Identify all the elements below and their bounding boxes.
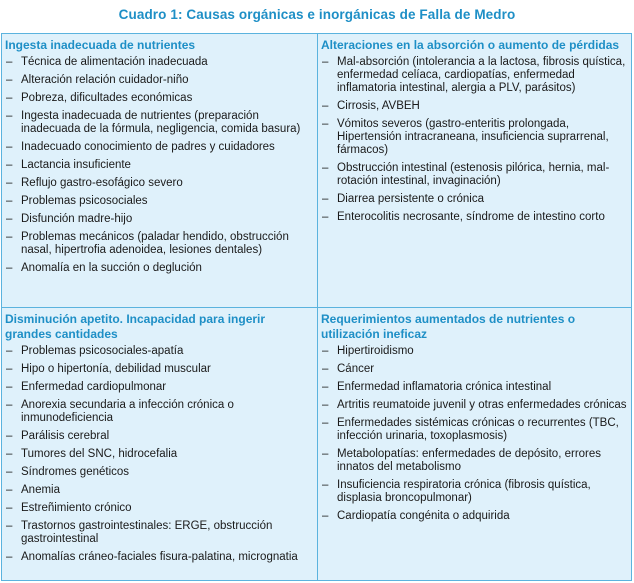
list-item: [321, 118, 627, 157]
list-item-text: Pobreza, dificultades económicas: [21, 92, 193, 104]
list-item-text: Ingesta inadecuada de nutrientes (preparación inadecuada de la fórmula, negligencia, comida basura): [21, 110, 301, 135]
cause-list: [5, 56, 313, 275]
bullet-dash: –: [6, 159, 13, 171]
bullet-dash: –: [322, 162, 329, 174]
list-item: [5, 502, 313, 515]
cell-heading: Ingesta inadecuada de nutrientes: [5, 38, 196, 52]
list-item: [5, 110, 313, 136]
list-item: [5, 399, 313, 425]
list-item: [5, 448, 313, 461]
list-item: [321, 381, 627, 394]
list-item-text: Anorexia secundaria a infección crónica o inmunodeficiencia: [21, 399, 234, 424]
bullet-dash: –: [6, 262, 13, 274]
list-item: [321, 162, 627, 188]
list-item: [5, 74, 313, 87]
list-item-text: Mal-absorción (intolerancia a la lactosa, fibrosis quística, enfermedad celíaca, cardiopatías, enfermedad inflamatoria intestinal, alergia a PLV, parásitos): [337, 56, 626, 94]
bullet-dash: –: [6, 466, 13, 478]
list-item-text: Técnica de alimentación inadecuada: [21, 56, 208, 68]
list-item: [321, 211, 627, 224]
bullet-dash: –: [6, 345, 13, 357]
list-item: [321, 193, 627, 206]
cell-heading: Alteraciones en la absorción o aumento de pérdidas: [321, 38, 620, 52]
list-item-text: Enfermedad cardiopulmonar: [21, 381, 167, 393]
cell-alteraciones-absorcion: [318, 34, 631, 307]
bullet-dash: –: [322, 118, 329, 130]
list-item-text: Enfermedades sistémicas crónicas o recurrentes (TBC, infección urinaria, toxoplasmosis): [337, 417, 619, 442]
bullet-dash: –: [6, 92, 13, 104]
bullet-dash: –: [6, 363, 13, 375]
list-item: [321, 100, 627, 113]
list-item: [5, 484, 313, 497]
list-item: [5, 231, 313, 257]
bullet-dash: –: [6, 430, 13, 442]
bullet-dash: –: [322, 363, 329, 375]
list-item-text: Disfunción madre-hijo: [21, 213, 133, 225]
list-item: [5, 363, 313, 376]
list-item-text: Reflujo gastro-esofágico severo: [21, 177, 183, 189]
bullet-dash: –: [6, 399, 13, 411]
list-item: [5, 195, 313, 208]
list-item: [5, 177, 313, 190]
list-item: [5, 381, 313, 394]
list-item: [321, 417, 627, 443]
list-item: [5, 141, 313, 154]
bullet-dash: –: [322, 417, 329, 429]
list-item-text: Artritis reumatoide juvenil y otras enfermedades crónicas: [337, 399, 627, 411]
list-item: [321, 479, 627, 505]
list-item-text: Cirrosis, AVBEH: [337, 100, 420, 112]
bullet-dash: –: [6, 141, 13, 153]
list-item-text: Inadecuado conocimiento de padres y cuidadores: [21, 141, 275, 153]
list-item: [321, 56, 627, 95]
list-item: [5, 262, 313, 275]
bullet-dash: –: [322, 510, 329, 522]
list-item: [5, 159, 313, 172]
bullet-dash: –: [6, 231, 13, 243]
bullet-dash: –: [6, 56, 13, 68]
list-item-text: Metabolopatías: enfermedades de depósito, errores innatos del metabolismo: [337, 448, 602, 473]
cause-list: [321, 345, 627, 523]
bullet-dash: –: [6, 213, 13, 225]
list-item-text: Anemia: [21, 484, 60, 496]
list-item: [5, 92, 313, 105]
cause-list: [5, 345, 313, 564]
bullet-dash: –: [6, 74, 13, 86]
list-item-text: Hipo o hipertonía, debilidad muscular: [21, 363, 211, 375]
list-item-text: Enfermedad inflamatoria crónica intestinal: [337, 381, 552, 393]
cell-heading: Disminución apetito. Incapacidad para ingerir grandes cantidades: [5, 312, 266, 341]
list-item-text: Anomalía en la succión o deglución: [21, 262, 202, 274]
list-item-text: Anomalías cráneo-faciales fisura-palatina, micrognatia: [21, 551, 298, 563]
list-item-text: Hipertiroidismo: [337, 345, 414, 357]
list-item-text: Diarrea persistente o crónica: [337, 193, 485, 205]
list-item-text: Insuficiencia respiratoria crónica (fibrosis quística, displasia broncopulmonar): [337, 479, 591, 504]
bullet-dash: –: [322, 479, 329, 491]
cell-disminucion-apetito: [2, 308, 317, 580]
table-title: Cuadro 1: Causas orgánicas e inorgánicas de Falla de Medro: [118, 7, 516, 22]
list-item: [321, 345, 627, 358]
cell-requerimientos-aumentados: [318, 308, 631, 580]
bullet-dash: –: [6, 381, 13, 393]
list-item-text: Problemas psicosociales-apatía: [21, 345, 184, 357]
list-item: [321, 448, 627, 474]
list-item-text: Enterocolitis necrosante, síndrome de intestino corto: [337, 211, 605, 223]
list-item-text: Trastornos gastrointestinales: ERGE, obstrucción gastrointestinal: [21, 520, 273, 545]
list-item-text: Parálisis cerebral: [21, 430, 110, 442]
bullet-dash: –: [322, 448, 329, 460]
bullet-dash: –: [6, 551, 13, 563]
list-item: [321, 399, 627, 412]
list-item: [321, 363, 627, 376]
list-item-text: Cáncer: [337, 363, 375, 375]
bullet-dash: –: [322, 381, 329, 393]
list-item-text: Síndromes genéticos: [21, 466, 130, 478]
bullet-dash: –: [322, 399, 329, 411]
cell-heading: Requerimientos aumentados de nutrientes o utilización ineficaz: [321, 312, 576, 341]
bullet-dash: –: [322, 100, 329, 112]
list-item: [5, 520, 313, 546]
cause-list: [321, 56, 627, 224]
list-item: [321, 510, 627, 523]
bullet-dash: –: [322, 56, 329, 68]
list-item: [5, 345, 313, 358]
bullet-dash: –: [322, 211, 329, 223]
list-item-text: Estreñimiento crónico: [21, 502, 132, 514]
causes-table: [1, 33, 632, 581]
list-item: [5, 466, 313, 479]
bullet-dash: –: [6, 520, 13, 532]
list-item: [5, 430, 313, 443]
list-item-text: Cardiopatía congénita o adquirida: [337, 510, 510, 522]
list-item-text: Obstrucción intestinal (estenosis pilórica, hernia, mal-rotación intestinal, invaginación): [337, 162, 610, 187]
list-item: [5, 213, 313, 226]
list-item-text: Lactancia insuficiente: [21, 159, 131, 171]
list-item-text: Problemas mecánicos (paladar hendido, obstrucción nasal, hipertrofia adenoidea, lesiones dentales): [21, 231, 289, 256]
cell-ingesta-inadecuada: [2, 34, 317, 307]
list-item-text: Tumores del SNC, hidrocefalia: [21, 448, 178, 460]
bullet-dash: –: [6, 195, 13, 207]
bullet-dash: –: [6, 502, 13, 514]
list-item-text: Alteración relación cuidador-niño: [21, 74, 189, 86]
list-item-text: Vómitos severos (gastro-enteritis prolongada, Hipertensión intracraneana, insuficiencia suprarrenal, fármacos): [337, 118, 609, 156]
bullet-dash: –: [6, 110, 13, 122]
list-item: [5, 551, 313, 564]
bullet-dash: –: [6, 448, 13, 460]
bullet-dash: –: [322, 345, 329, 357]
bullet-dash: –: [322, 193, 329, 205]
bullet-dash: –: [6, 484, 13, 496]
list-item: [5, 56, 313, 69]
list-item-text: Problemas psicosociales: [21, 195, 148, 207]
bullet-dash: –: [6, 177, 13, 189]
